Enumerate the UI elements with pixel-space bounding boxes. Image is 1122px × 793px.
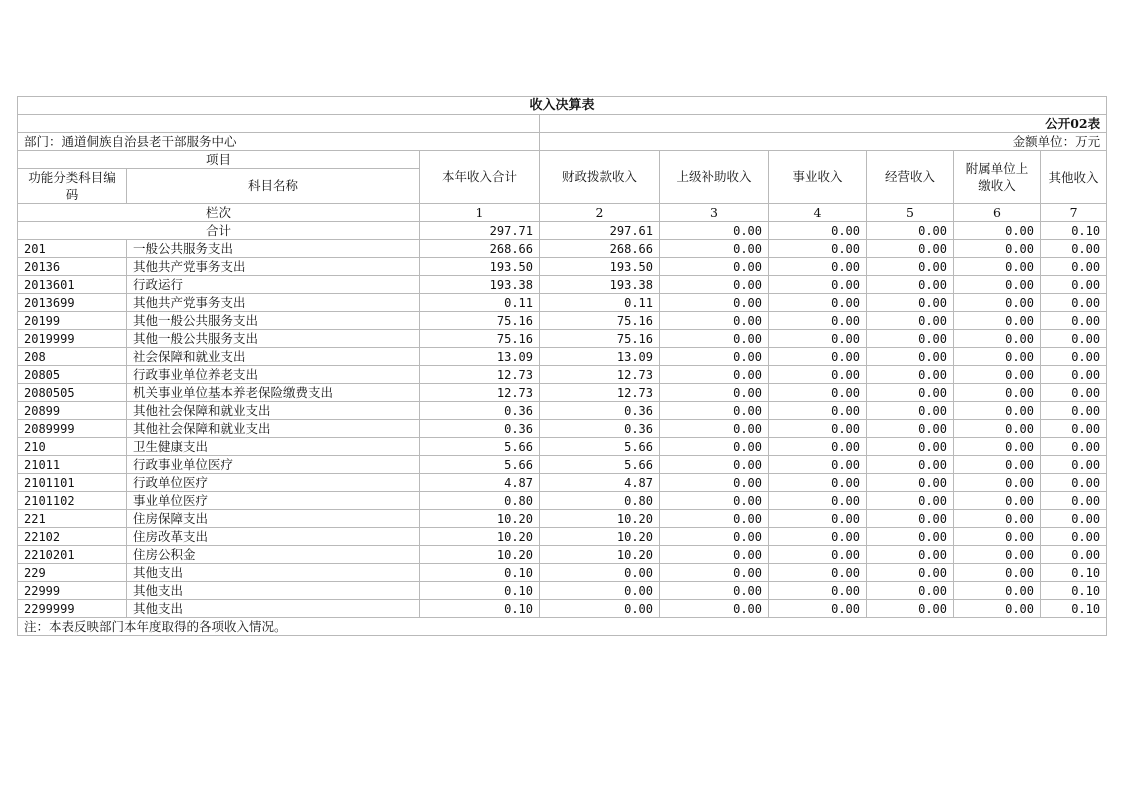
amount-cell: 0.00 bbox=[867, 384, 954, 402]
table-row bbox=[18, 294, 1107, 312]
subject-code: 20199 bbox=[18, 312, 127, 330]
amount-cell: 0.00 bbox=[954, 528, 1041, 546]
amount-cell: 0.00 bbox=[954, 330, 1041, 348]
amount-cell: 0.00 bbox=[1041, 438, 1107, 456]
amount-cell: 193.50 bbox=[540, 258, 660, 276]
amount-cell: 268.66 bbox=[540, 240, 660, 258]
subject-code: 221 bbox=[18, 510, 127, 528]
total-value: 0.00 bbox=[769, 222, 867, 240]
amount-cell: 0.00 bbox=[954, 402, 1041, 420]
amount-cell: 75.16 bbox=[540, 330, 660, 348]
amount-cell: 0.00 bbox=[769, 348, 867, 366]
amount-cell: 0.00 bbox=[1041, 420, 1107, 438]
amount-cell: 0.00 bbox=[954, 276, 1041, 294]
amount-cell: 0.00 bbox=[660, 528, 769, 546]
amount-cell: 12.73 bbox=[540, 366, 660, 384]
amount-cell: 0.00 bbox=[540, 564, 660, 582]
income-final-accounts-table bbox=[17, 96, 1107, 636]
amount-cell: 0.00 bbox=[1041, 510, 1107, 528]
subject-name: 社会保障和就业支出 bbox=[127, 348, 420, 366]
amount-cell: 0.00 bbox=[1041, 258, 1107, 276]
subject-code: 21011 bbox=[18, 456, 127, 474]
table-row bbox=[18, 564, 1107, 582]
table-row bbox=[18, 276, 1107, 294]
amount-cell: 10.20 bbox=[420, 528, 540, 546]
amount-cell: 5.66 bbox=[420, 456, 540, 474]
amount-cell: 0.00 bbox=[867, 240, 954, 258]
subject-name: 行政运行 bbox=[127, 276, 420, 294]
amount-cell: 268.66 bbox=[420, 240, 540, 258]
amount-cell: 0.00 bbox=[867, 420, 954, 438]
total-label: 合计 bbox=[18, 222, 420, 240]
amount-cell: 0.00 bbox=[867, 546, 954, 564]
amount-cell: 0.00 bbox=[660, 402, 769, 420]
header-total: 本年收入合计 bbox=[420, 151, 540, 204]
amount-cell: 0.00 bbox=[769, 240, 867, 258]
subject-code: 20899 bbox=[18, 402, 127, 420]
amount-cell: 0.00 bbox=[954, 510, 1041, 528]
amount-cell: 12.73 bbox=[420, 384, 540, 402]
table-row bbox=[18, 330, 1107, 348]
amount-cell: 0.00 bbox=[660, 276, 769, 294]
amount-cell: 0.00 bbox=[769, 384, 867, 402]
subject-code: 2299999 bbox=[18, 600, 127, 618]
amount-cell: 10.20 bbox=[540, 510, 660, 528]
subject-name: 卫生健康支出 bbox=[127, 438, 420, 456]
amount-cell: 0.00 bbox=[867, 366, 954, 384]
amount-cell: 0.00 bbox=[660, 474, 769, 492]
total-value: 0.00 bbox=[954, 222, 1041, 240]
amount-cell: 193.38 bbox=[540, 276, 660, 294]
amount-cell: 0.10 bbox=[1041, 582, 1107, 600]
subject-code: 229 bbox=[18, 564, 127, 582]
amount-cell: 5.66 bbox=[540, 438, 660, 456]
amount-cell: 0.00 bbox=[867, 438, 954, 456]
amount-cell: 4.87 bbox=[420, 474, 540, 492]
subject-name: 行政事业单位医疗 bbox=[127, 456, 420, 474]
amount-cell: 0.00 bbox=[867, 402, 954, 420]
amount-cell: 0.00 bbox=[769, 294, 867, 312]
sequence-number: 4 bbox=[769, 204, 867, 222]
header-other: 其他收入 bbox=[1041, 151, 1107, 204]
amount-cell: 0.80 bbox=[540, 492, 660, 510]
subject-code: 22999 bbox=[18, 582, 127, 600]
table-row bbox=[18, 402, 1107, 420]
amount-cell: 0.00 bbox=[1041, 276, 1107, 294]
amount-cell: 0.10 bbox=[420, 582, 540, 600]
amount-cell: 0.00 bbox=[660, 294, 769, 312]
table-row bbox=[18, 510, 1107, 528]
sequence-number: 5 bbox=[867, 204, 954, 222]
amount-cell: 0.00 bbox=[954, 348, 1041, 366]
amount-cell: 0.00 bbox=[954, 582, 1041, 600]
amount-cell: 0.00 bbox=[660, 438, 769, 456]
amount-cell: 0.00 bbox=[769, 600, 867, 618]
amount-cell: 0.00 bbox=[954, 366, 1041, 384]
amount-cell: 13.09 bbox=[540, 348, 660, 366]
amount-cell: 0.00 bbox=[660, 582, 769, 600]
header-fiscal: 财政拨款收入 bbox=[540, 151, 660, 204]
header-operating: 经营收入 bbox=[867, 151, 954, 204]
amount-cell: 0.00 bbox=[660, 600, 769, 618]
amount-cell: 0.00 bbox=[660, 312, 769, 330]
amount-cell: 0.00 bbox=[1041, 330, 1107, 348]
subject-code: 20136 bbox=[18, 258, 127, 276]
subject-name: 行政事业单位养老支出 bbox=[127, 366, 420, 384]
amount-cell: 0.36 bbox=[540, 420, 660, 438]
subject-name: 行政单位医疗 bbox=[127, 474, 420, 492]
amount-cell: 4.87 bbox=[540, 474, 660, 492]
amount-cell: 0.00 bbox=[660, 330, 769, 348]
amount-cell: 0.00 bbox=[769, 456, 867, 474]
sequence-number: 2 bbox=[540, 204, 660, 222]
header-subsidy: 上级补助收入 bbox=[660, 151, 769, 204]
amount-cell: 0.00 bbox=[660, 348, 769, 366]
subject-code: 2101102 bbox=[18, 492, 127, 510]
subject-name: 住房改革支出 bbox=[127, 528, 420, 546]
table-row bbox=[18, 546, 1107, 564]
amount-cell: 0.10 bbox=[1041, 600, 1107, 618]
unit-label: 金额单位：万元 bbox=[540, 133, 1107, 151]
subject-name: 其他一般公共服务支出 bbox=[127, 330, 420, 348]
amount-cell: 0.00 bbox=[1041, 366, 1107, 384]
blank-cell bbox=[18, 115, 540, 133]
amount-cell: 0.00 bbox=[660, 240, 769, 258]
amount-cell: 0.00 bbox=[660, 456, 769, 474]
amount-cell: 0.00 bbox=[1041, 474, 1107, 492]
amount-cell: 0.00 bbox=[769, 582, 867, 600]
table-row bbox=[18, 600, 1107, 618]
amount-cell: 75.16 bbox=[420, 330, 540, 348]
amount-cell: 0.00 bbox=[1041, 294, 1107, 312]
amount-cell: 0.00 bbox=[867, 528, 954, 546]
amount-cell: 0.10 bbox=[420, 600, 540, 618]
department-label: 部门：通道侗族自治县老干部服务中心 bbox=[18, 133, 540, 151]
header-code: 功能分类科目编码 bbox=[18, 169, 127, 204]
amount-cell: 0.00 bbox=[1041, 402, 1107, 420]
amount-cell: 0.00 bbox=[660, 510, 769, 528]
amount-cell: 10.20 bbox=[420, 546, 540, 564]
table-row bbox=[18, 438, 1107, 456]
amount-cell: 0.00 bbox=[954, 546, 1041, 564]
subject-code: 2089999 bbox=[18, 420, 127, 438]
amount-cell: 0.00 bbox=[769, 330, 867, 348]
amount-cell: 5.66 bbox=[540, 456, 660, 474]
amount-cell: 0.00 bbox=[1041, 348, 1107, 366]
amount-cell: 0.00 bbox=[769, 312, 867, 330]
amount-cell: 13.09 bbox=[420, 348, 540, 366]
amount-cell: 0.00 bbox=[867, 564, 954, 582]
subject-name: 其他一般公共服务支出 bbox=[127, 312, 420, 330]
amount-cell: 0.00 bbox=[769, 510, 867, 528]
subject-name: 住房公积金 bbox=[127, 546, 420, 564]
amount-cell: 0.00 bbox=[954, 240, 1041, 258]
amount-cell: 193.38 bbox=[420, 276, 540, 294]
amount-cell: 0.00 bbox=[1041, 456, 1107, 474]
amount-cell: 0.00 bbox=[660, 384, 769, 402]
table-row bbox=[18, 456, 1107, 474]
form-number: 公开02表 bbox=[540, 115, 1107, 133]
table-row bbox=[18, 240, 1107, 258]
amount-cell: 0.00 bbox=[769, 258, 867, 276]
subject-name: 一般公共服务支出 bbox=[127, 240, 420, 258]
subject-name: 其他共产党事务支出 bbox=[127, 294, 420, 312]
subject-name: 机关事业单位基本养老保险缴费支出 bbox=[127, 384, 420, 402]
amount-cell: 0.00 bbox=[1041, 384, 1107, 402]
amount-cell: 0.11 bbox=[420, 294, 540, 312]
amount-cell: 0.00 bbox=[867, 330, 954, 348]
subject-name: 其他社会保障和就业支出 bbox=[127, 402, 420, 420]
amount-cell: 0.00 bbox=[954, 456, 1041, 474]
amount-cell: 0.00 bbox=[954, 600, 1041, 618]
amount-cell: 0.00 bbox=[660, 420, 769, 438]
table-row bbox=[18, 582, 1107, 600]
header-business: 事业收入 bbox=[769, 151, 867, 204]
amount-cell: 0.00 bbox=[769, 528, 867, 546]
amount-cell: 0.00 bbox=[660, 492, 769, 510]
subject-code: 208 bbox=[18, 348, 127, 366]
amount-cell: 12.73 bbox=[540, 384, 660, 402]
amount-cell: 0.00 bbox=[867, 294, 954, 312]
subject-name: 其他社会保障和就业支出 bbox=[127, 420, 420, 438]
amount-cell: 0.00 bbox=[867, 582, 954, 600]
table-row bbox=[18, 492, 1107, 510]
amount-cell: 0.00 bbox=[954, 258, 1041, 276]
subject-code: 2101101 bbox=[18, 474, 127, 492]
amount-cell: 0.00 bbox=[1041, 312, 1107, 330]
subject-code: 201 bbox=[18, 240, 127, 258]
amount-cell: 75.16 bbox=[420, 312, 540, 330]
amount-cell: 0.00 bbox=[954, 420, 1041, 438]
amount-cell: 0.00 bbox=[954, 384, 1041, 402]
subject-name: 其他支出 bbox=[127, 582, 420, 600]
amount-cell: 0.00 bbox=[867, 474, 954, 492]
amount-cell: 0.00 bbox=[769, 402, 867, 420]
amount-cell: 0.00 bbox=[867, 492, 954, 510]
amount-cell: 0.00 bbox=[867, 276, 954, 294]
amount-cell: 0.00 bbox=[954, 492, 1041, 510]
subject-code: 22102 bbox=[18, 528, 127, 546]
table-row bbox=[18, 474, 1107, 492]
amount-cell: 0.00 bbox=[769, 546, 867, 564]
amount-cell: 0.00 bbox=[867, 510, 954, 528]
header-affiliate: 附属单位上缴收入 bbox=[954, 151, 1041, 204]
header-item: 项目 bbox=[18, 151, 420, 169]
subject-name: 其他支出 bbox=[127, 600, 420, 618]
amount-cell: 0.10 bbox=[420, 564, 540, 582]
amount-cell: 0.00 bbox=[867, 456, 954, 474]
subject-code: 2080505 bbox=[18, 384, 127, 402]
amount-cell: 0.00 bbox=[769, 366, 867, 384]
amount-cell: 0.00 bbox=[954, 474, 1041, 492]
amount-cell: 0.00 bbox=[660, 546, 769, 564]
amount-cell: 0.36 bbox=[540, 402, 660, 420]
total-value: 0.00 bbox=[867, 222, 954, 240]
total-value: 0.10 bbox=[1041, 222, 1107, 240]
amount-cell: 0.00 bbox=[769, 474, 867, 492]
table-row bbox=[18, 312, 1107, 330]
header-name: 科目名称 bbox=[127, 169, 420, 204]
total-value: 297.61 bbox=[540, 222, 660, 240]
table-row bbox=[18, 366, 1107, 384]
amount-cell: 10.20 bbox=[540, 546, 660, 564]
amount-cell: 0.36 bbox=[420, 402, 540, 420]
total-row bbox=[18, 222, 1107, 240]
sequence-number: 1 bbox=[420, 204, 540, 222]
amount-cell: 0.00 bbox=[867, 258, 954, 276]
total-value: 0.00 bbox=[660, 222, 769, 240]
subject-code: 2210201 bbox=[18, 546, 127, 564]
amount-cell: 0.00 bbox=[1041, 546, 1107, 564]
table-row bbox=[18, 258, 1107, 276]
amount-cell: 0.00 bbox=[867, 348, 954, 366]
amount-cell: 0.00 bbox=[954, 564, 1041, 582]
amount-cell: 0.00 bbox=[954, 438, 1041, 456]
subject-name: 事业单位医疗 bbox=[127, 492, 420, 510]
subject-name: 其他共产党事务支出 bbox=[127, 258, 420, 276]
amount-cell: 0.00 bbox=[769, 276, 867, 294]
amount-cell: 0.00 bbox=[1041, 240, 1107, 258]
amount-cell: 0.36 bbox=[420, 420, 540, 438]
table-note: 注：本表反映部门本年度取得的各项收入情况。 bbox=[18, 618, 1107, 636]
amount-cell: 0.80 bbox=[420, 492, 540, 510]
amount-cell: 10.20 bbox=[540, 528, 660, 546]
subject-code: 2013699 bbox=[18, 294, 127, 312]
amount-cell: 0.00 bbox=[660, 366, 769, 384]
amount-cell: 193.50 bbox=[420, 258, 540, 276]
table-row bbox=[18, 528, 1107, 546]
subject-name: 住房保障支出 bbox=[127, 510, 420, 528]
amount-cell: 0.00 bbox=[1041, 528, 1107, 546]
amount-cell: 0.00 bbox=[867, 312, 954, 330]
amount-cell: 0.00 bbox=[954, 294, 1041, 312]
amount-cell: 0.00 bbox=[540, 582, 660, 600]
sequence-number: 3 bbox=[660, 204, 769, 222]
amount-cell: 75.16 bbox=[540, 312, 660, 330]
amount-cell: 5.66 bbox=[420, 438, 540, 456]
table-row bbox=[18, 348, 1107, 366]
table-title: 收入决算表 bbox=[18, 97, 1107, 115]
sequence-number: 6 bbox=[954, 204, 1041, 222]
table-row bbox=[18, 384, 1107, 402]
sequence-number: 7 bbox=[1041, 204, 1107, 222]
amount-cell: 0.00 bbox=[769, 420, 867, 438]
amount-cell: 0.00 bbox=[540, 600, 660, 618]
amount-cell: 0.00 bbox=[1041, 492, 1107, 510]
amount-cell: 0.00 bbox=[867, 600, 954, 618]
subject-code: 210 bbox=[18, 438, 127, 456]
amount-cell: 10.20 bbox=[420, 510, 540, 528]
amount-cell: 12.73 bbox=[420, 366, 540, 384]
sequence-label: 栏次 bbox=[18, 204, 420, 222]
amount-cell: 0.00 bbox=[660, 258, 769, 276]
subject-code: 20805 bbox=[18, 366, 127, 384]
total-value: 297.71 bbox=[420, 222, 540, 240]
subject-code: 2013601 bbox=[18, 276, 127, 294]
amount-cell: 0.00 bbox=[660, 564, 769, 582]
amount-cell: 0.10 bbox=[1041, 564, 1107, 582]
table-row bbox=[18, 420, 1107, 438]
amount-cell: 0.11 bbox=[540, 294, 660, 312]
subject-code: 2019999 bbox=[18, 330, 127, 348]
amount-cell: 0.00 bbox=[769, 564, 867, 582]
amount-cell: 0.00 bbox=[769, 492, 867, 510]
amount-cell: 0.00 bbox=[954, 312, 1041, 330]
amount-cell: 0.00 bbox=[769, 438, 867, 456]
subject-name: 其他支出 bbox=[127, 564, 420, 582]
